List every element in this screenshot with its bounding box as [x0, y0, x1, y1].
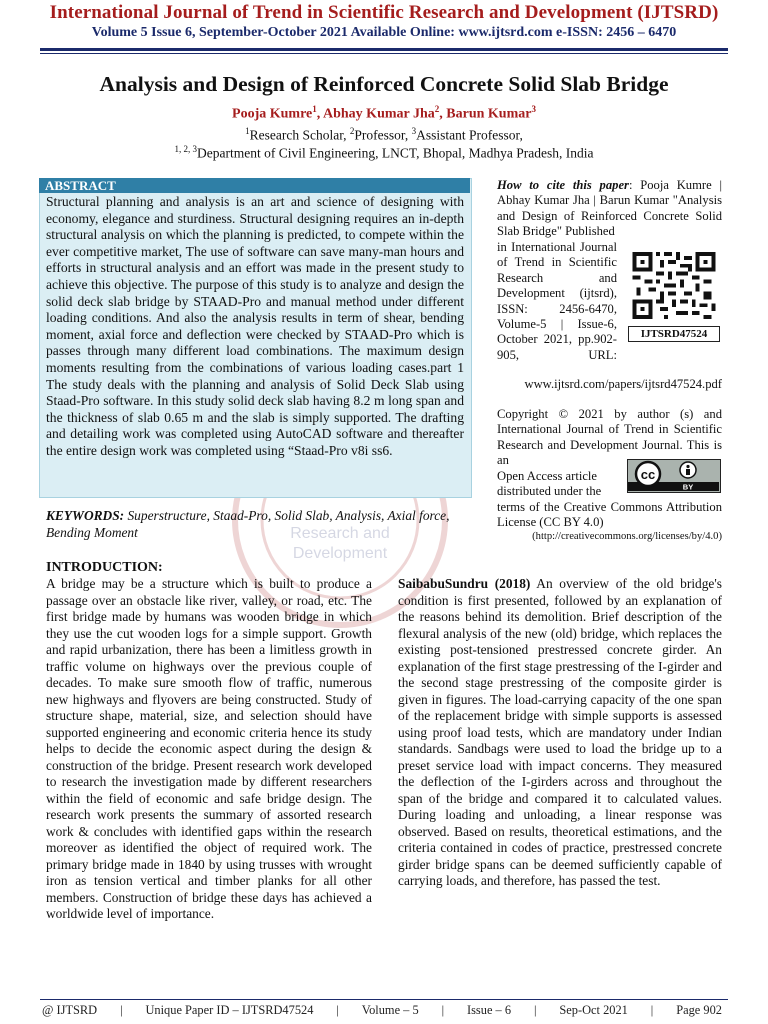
- header-rule: [40, 48, 728, 51]
- dept-sup: 1, 2, 3: [174, 144, 198, 154]
- footer-separator: |: [336, 1003, 339, 1017]
- footer-issue: Issue – 6: [466, 1003, 512, 1017]
- footer-page-number: Page 902: [676, 1003, 722, 1017]
- header-rule-thin: [40, 53, 728, 54]
- role-sup: 2: [349, 126, 355, 136]
- footer-paper-id: Unique Paper ID – IJTSRD47524: [145, 1003, 314, 1017]
- abstract-text: Structural planning and analysis is an art and science of designing with economy, elegance and sturdiness. Structural designing requires an in-depth structural analysis on which the planning is predicted, to compete within the ever competitive market, The use of software can save many-man hours and efforts in structural analysis and an effort was made in the present study to achieve this objective. The purpose of this study is to analyze and design the solid deck slab bridge by STAAD-Pro and manual method under different loading conditions. And also the analysis results in term of shear, bending moment, axial force and deflection were checked by STAAD-Pro which is passes through many different load combinations. The maximum design moments resulting from the combinations of various loading cases.part 1 The study deals with the planning and analysis of Solid Deck Slab using Staad-Pro software. In this study solid deck slab having 8.2 m long span and the thickness of slab 0.65 m and the slab is simply supported. The drafting and detailing work was completed using AutoCAD software and thereafter the entire design work was completed using “Staad-Pro v8i ss6.: [46, 194, 464, 458]
- role-sup: 3: [411, 126, 417, 136]
- copyright-text-mid: Open Access article distributed under the: [497, 469, 602, 499]
- author-list: Pooja Kumre$^1$, Abhay Kumar Jha$^2$, Barun Kumar$^3$: [232, 104, 536, 122]
- watermark-line1: Research and: [290, 525, 390, 542]
- keywords-label: KEYWORDS:: [46, 508, 125, 523]
- footer-volume: Volume – 5: [361, 1003, 419, 1017]
- footer-separator: |: [650, 1003, 654, 1017]
- license-url[interactable]: (http://creativecommons.org/licenses/by/4.0): [532, 531, 722, 542]
- citation-url[interactable]: www.ijtsrd.com/papers/ijtsrd47524.pdf: [524, 377, 722, 391]
- cc-badge-text: cc: [640, 467, 656, 482]
- author-name: Abhay Kumar Jha: [323, 106, 435, 122]
- author-roles: [0, 126, 768, 144]
- review-paragraph: [398, 576, 722, 890]
- creative-commons-icon: [628, 460, 719, 491]
- author-name: Barun Kumar: [446, 106, 532, 122]
- department: [0, 144, 768, 162]
- section-heading-introduction: INTRODUCTION:: [46, 560, 163, 575]
- footer-date: Sep-Oct 2021: [559, 1003, 628, 1017]
- footer-journal: @ IJTSRD: [42, 1003, 98, 1017]
- page-footer: [42, 1003, 722, 1018]
- footer-separator: |: [533, 1003, 537, 1017]
- watermark-line2: Development: [292, 545, 388, 562]
- role-text: Professor,: [354, 127, 412, 143]
- copyright-text-bottom: terms of the Creative Commons Attribution License (CC BY 4.0): [497, 500, 722, 530]
- citation-text-mid: in International Journal of Trend in Scientific Research and Development (ijtsrd), ISSN: 2456-6470, Volume-5 | Issue-6, October 2021, pp.902-905, URL:: [497, 240, 617, 362]
- citation-text-top: : Pooja Kumre | Abhay Kumar Jha | Barun Kumar "Analysis and Design of Reinforced Concrete Solid Slab Bridge" Published: [497, 178, 723, 239]
- introduction-text: A bridge may be a structure which is built to produce a passage over an obstacle like river, valley, or road, etc. The first bridge made by humans was wooden bridge in which they use the cut wooden logs for a simple support. Growth and rapid urbanization, there has been a limitless growth in traffic volume on highways over the previous couple of decades. To make sure smooth flow of traffic, numerous new highways and flyovers are being constructed. Study of structure shape, material, size, and selection should have supported engineering and economic criteria hence its study helps to decide the economic aspect during the design & construction of the bridge. Present research work developed to research the investigation made by different researchers within the field of economic and safe bridge design. The research work presents the summary of assorted research work & concludes with identified gaps within the research moreover as identified the object of required work. The primary bridge made in 1840 by using trusses with wrought iron as tension vertical and timber planks for all other members. Construction of bridge these days has achieved a worldwide level of importance.: [46, 576, 372, 921]
- citation-label: How to cite this paper: [497, 178, 629, 192]
- journal-title: International Journal of Trend in Scientific Research and Development (IJTSRD): [49, 2, 719, 23]
- keywords: [46, 508, 472, 541]
- review-text: An overview of the old bridge's condition is first presented, followed by an explanation of the reasons behind its demolition. Brief description of the flexural analysis of the new (old) bridge, which replaces the existing post-tensioned prestressed concrete girder. An explanation of the first stage prestressing of the I-girder and the second stage prestressing of the composite girder is given in figures. The load-carrying capacity of the one span of the replacement bridge with simple supports is assessed using proof load tests, which are mandatory under Indian standards. Sandbags were used to load the bridge up to a preset service load with impact concerns. They measured the deflection of the I-girders across and throughout the span of the bridge and compared it to calculated values. During loading and unloading, a linear response was observed. Based on results, theoretical estimations, and the criteria contained in codes of practice, prestressed concrete girder bridge spans can be deemed sufficiently capable of carrying loads, and therefore, has passed the test.: [398, 576, 722, 888]
- role-text: Research Scholar,: [249, 127, 350, 143]
- footer-separator: |: [120, 1003, 123, 1017]
- author-sup: 3: [531, 104, 536, 114]
- review-author: SaibabuSundru (2018): [398, 576, 531, 591]
- role-text: Assistant Professor,: [416, 127, 523, 143]
- abstract-heading: ABSTRACT: [39, 178, 470, 193]
- qr-code-icon: [628, 248, 720, 323]
- by-badge-text: BY: [682, 482, 694, 491]
- author-sup: 1: [312, 104, 317, 114]
- author-sup: 2: [434, 104, 440, 114]
- cc-by-badge: [627, 459, 721, 493]
- qr-paper-id: IJTSRD47524: [628, 326, 720, 342]
- paper-title: Analysis and Design of Reinforced Concrete Solid Slab Bridge: [99, 72, 669, 96]
- citation-block: [497, 178, 722, 240]
- author-name: Pooja Kumre: [232, 106, 313, 122]
- footer-rule: [40, 999, 728, 1000]
- role-sup: 1: [245, 126, 250, 136]
- copyright-text-top: Copyright © 2021 by author (s) and International Journal of Trend in Scientific Research and Development Journal. This is an: [497, 407, 722, 468]
- journal-info: Volume 5 Issue 6, September-October 2021 Available Online: www.ijtsrd.com e-ISSN: 2456 – 6470: [91, 25, 677, 40]
- keywords-text: Superstructure, Staad-Pro, Solid Slab, Analysis, Axial force, Bending Moment: [46, 508, 450, 540]
- dept-text: Department of Civil Engineering, LNCT, Bhopal, Madhya Pradesh, India: [197, 145, 594, 161]
- footer-separator: |: [441, 1003, 445, 1017]
